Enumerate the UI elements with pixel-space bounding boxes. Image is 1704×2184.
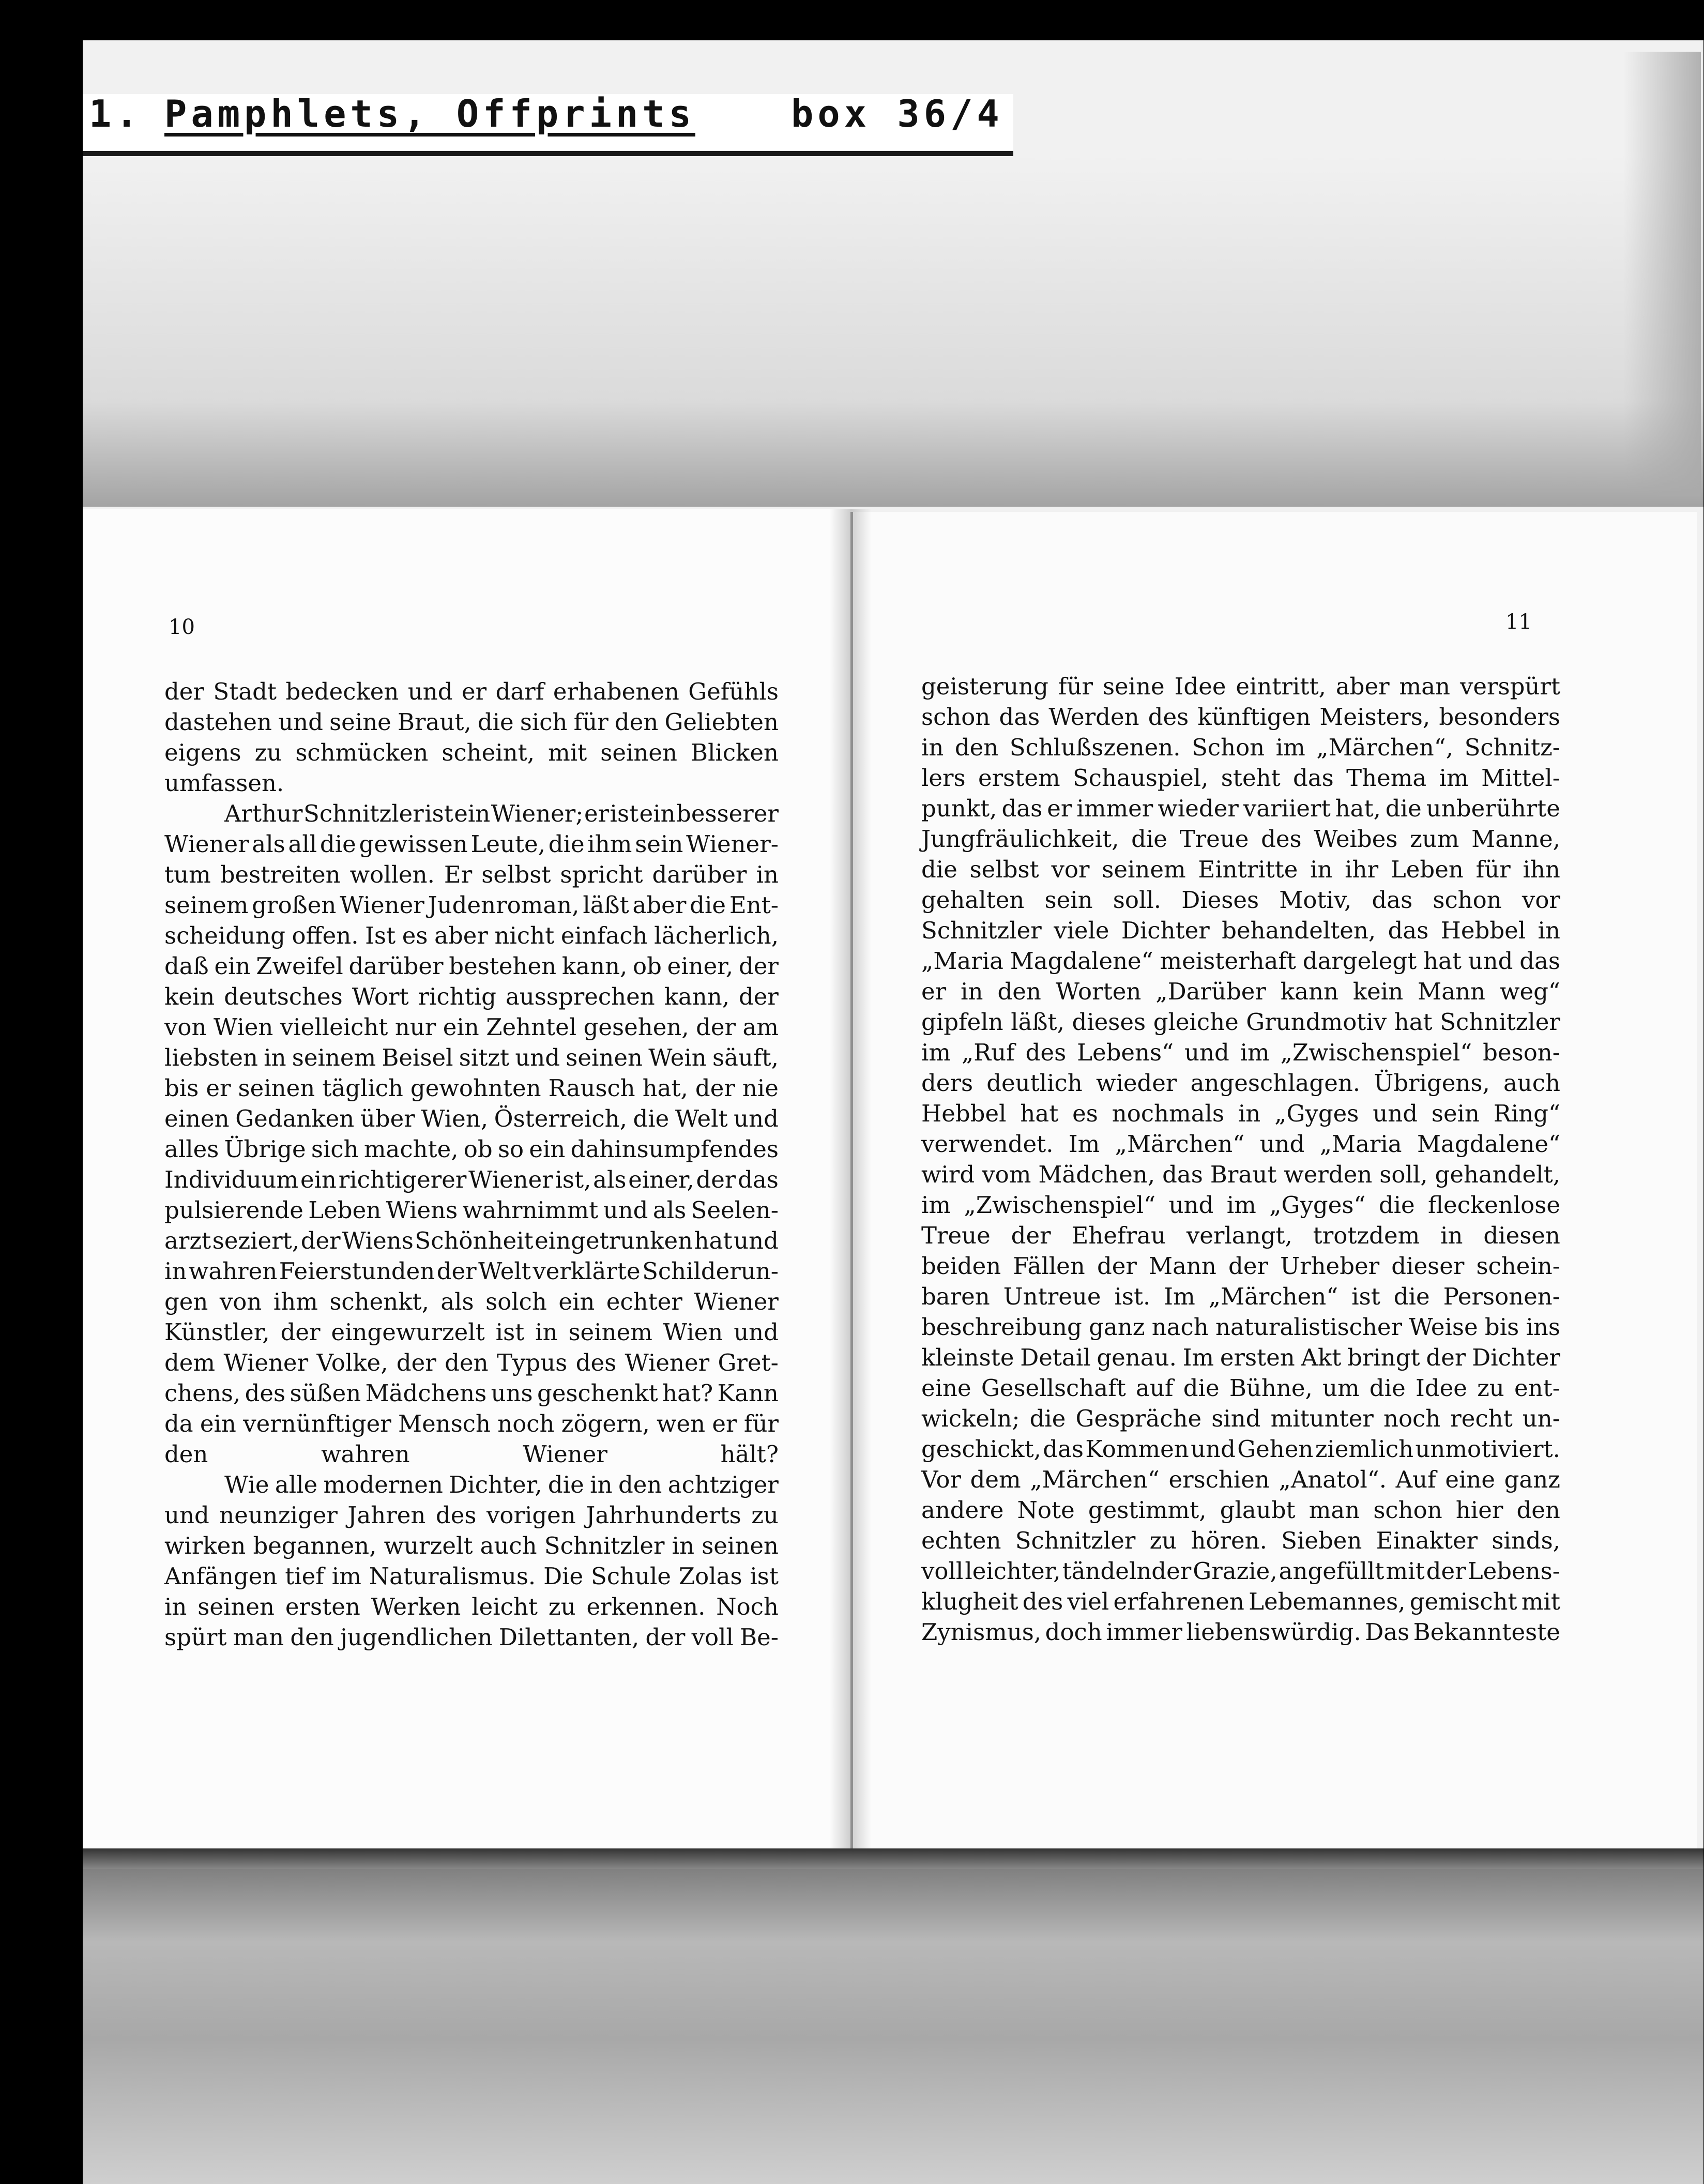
text-line: gen von ihm schenkt, als solch ein echter Wiener (164, 1288, 779, 1315)
text-line: da ein vernünftiger Mensch noch zögern, wen er für (164, 1410, 779, 1437)
text-line: arzt seziert, der Wiens Schönheit eingetrunken hat und (164, 1227, 779, 1254)
text-line: wird vom Mädchen, das Braut werden soll, gehandelt, (921, 1161, 1560, 1188)
text-line: „Maria Magdalene“ meisterhaft dargelegt hat und das (921, 947, 1560, 975)
text-line: spürt man den jugendlichen Dilettanten, der voll Be- (164, 1624, 779, 1651)
text-line: dem Wiener Volke, der den Typus des Wiener Gret- (164, 1349, 779, 1376)
text-line: Individuum ein richtigerer Wiener ist, als einer, der das (164, 1166, 779, 1193)
text-line: alles Übrige sich machte, ob so ein dahinsumpfendes (164, 1135, 779, 1163)
text-line: im „Ruf des Lebens“ und im „Zwischenspiel“ beson- (921, 1039, 1560, 1066)
text-line: der Stadt bedecken und er darf erhabenen Gefühls (164, 678, 779, 705)
label-number: 1. (89, 92, 142, 135)
text-line: im „Zwischenspiel“ und im „Gyges“ die fleckenlose (921, 1191, 1560, 1219)
text-line: echten Schnitzler zu hören. Sieben Einakter sinds, (921, 1527, 1560, 1554)
text-line: Künstler, der eingewurzelt ist in seinem Wien und (164, 1318, 779, 1346)
text-line: Hebbel hat es nochmals in „Gyges und sein Ring“ (921, 1100, 1560, 1127)
text-line: Wiener als all die gewissen Leute, die ihm sein Wiener- (164, 830, 779, 858)
left-page-text (164, 676, 779, 1652)
right-page-text (921, 671, 1560, 1647)
mount-shadow-bottom (83, 1861, 1703, 2184)
page-bottom-edge (83, 1848, 1703, 1869)
text-line: bis er seinen täglich gewohnten Rausch hat, der nie (164, 1074, 779, 1102)
text-line: dastehen und seine Braut, die sich für den Geliebten (164, 708, 779, 736)
text-line: er in den Worten „Darüber kann kein Mann weg“ (921, 978, 1560, 1005)
text-line: in wahren Feierstunden der Welt verklärte Schilderun- (164, 1257, 779, 1285)
text-line: einen Gedanken über Wien, Österreich, die Welt und (164, 1105, 779, 1132)
mount-shadow-right (1623, 52, 1701, 496)
text-line: baren Untreue ist. Im „Märchen“ ist die Personen- (921, 1283, 1560, 1310)
text-line: Arthur Schnitzler ist ein Wiener; er ist ein besserer (224, 800, 779, 827)
text-line: gehalten sein soll. Dieses Motiv, das schon vor (921, 886, 1560, 914)
right-page-number: 11 (1505, 610, 1532, 634)
text-line: ders deutlich wieder angeschlagen. Übrigens, auch (921, 1069, 1560, 1097)
text-line: Anfängen tief im Naturalismus. Die Schule Zolas ist (164, 1563, 779, 1590)
book-gutter (830, 509, 871, 1854)
text-line: verwendet. Im „Märchen“ und „Maria Magdalene“ (921, 1130, 1560, 1158)
text-line: von Wien vielleicht nur ein Zehntel gesehen, der am (164, 1013, 779, 1041)
text-line: Schnitzler viele Dichter behandelten, das Hebbel in (921, 917, 1560, 944)
text-line: gipfeln läßt, dieses gleiche Grundmotiv hat Schnitzler (921, 1008, 1560, 1036)
text-line: punkt, das er immer wieder variiert hat, die unberührte (921, 795, 1560, 822)
label-title: Pamphlets, Offprints (164, 92, 695, 135)
text-line: eigens zu schmücken scheint, mit seinen Blicken (164, 739, 779, 766)
text-line: in den Schlußszenen. Schon im „Märchen“, Schnitz- (921, 734, 1560, 761)
text-line: pulsierende Leben Wiens wahrnimmt und als Seelen- (164, 1196, 779, 1224)
text-line: die selbst vor seinem Eintritte in ihr Leben für ihn (921, 856, 1560, 883)
text-line: chens, des süßen Mädchens uns geschenkt hat? Kann (164, 1379, 779, 1407)
text-line: geisterung für seine Idee eintritt, aber man verspürt (921, 673, 1560, 700)
text-line: tum bestreiten wollen. Er selbst spricht darüber in (164, 861, 779, 888)
text-line: klugheit des viel erfahrenen Lebemannes, gemischt mit (921, 1588, 1560, 1615)
text-line: Treue der Ehefrau verlangt, trotzdem in diesen (921, 1222, 1560, 1249)
text-line: Vor dem „Märchen“ erschien „Anatol“. Auf eine ganz (921, 1466, 1560, 1493)
text-line: seinem großen Wiener Judenroman, läßt aber die Ent- (164, 891, 779, 919)
text-line: beschreibung ganz nach naturalistischer Weise bis ins (921, 1313, 1560, 1341)
text-line: Jungfräulichkeit, die Treue des Weibes zum Manne, (921, 825, 1560, 853)
text-line: voll leichter, tändelnder Grazie, angefüllt mit der Lebens- (921, 1557, 1560, 1585)
text-line: scheidung offen. Ist es aber nicht einfach lächerlich, (164, 922, 779, 949)
text-line: geschickt, das Kommen und Gehen ziemlich unmotiviert. (921, 1435, 1560, 1463)
text-line: den wahren Wiener hält? (164, 1440, 779, 1468)
text-line: Zynismus, doch immer liebenswürdig. Das Bekannteste (921, 1618, 1560, 1646)
text-line: wickeln; die Gespräche sind mitunter noch recht un- (921, 1405, 1560, 1432)
left-page-number: 10 (169, 615, 195, 639)
text-line: andere Note gestimmt, glaubt man schon hier den (921, 1496, 1560, 1524)
text-line: beiden Fällen der Mann der Urheber dieser schein- (921, 1252, 1560, 1280)
text-line: kein deutsches Wort richtig aussprechen kann, der (164, 983, 779, 1010)
text-line: Wie alle modernen Dichter, die in den achtziger (224, 1471, 779, 1498)
text-line: in seinen ersten Werken leicht zu erkennen. Noch (164, 1593, 779, 1620)
mount-shadow-top (83, 155, 1703, 507)
text-line: daß ein Zweifel darüber bestehen kann, ob einer, der (164, 952, 779, 980)
label-box-number: box 36/4 (791, 92, 1003, 135)
text-line: eine Gesellschaft auf die Bühne, um die Idee zu ent- (921, 1374, 1560, 1402)
text-line: liebsten in seinem Beisel sitzt und seinen Wein säuft, (164, 1044, 779, 1071)
text-line: und neunziger Jahren des vorigen Jahrhunderts zu (164, 1502, 779, 1529)
text-line: wirken begannen, wurzelt auch Schnitzler in seinen (164, 1532, 779, 1559)
text-line: kleinste Detail genau. Im ersten Akt bringt der Dichter (921, 1344, 1560, 1371)
text-line: umfassen. (164, 769, 284, 797)
text-line: lers erstem Schauspiel, steht das Thema im Mittel- (921, 764, 1560, 792)
text-line: schon das Werden des künftigen Meisters, besonders (921, 703, 1560, 731)
